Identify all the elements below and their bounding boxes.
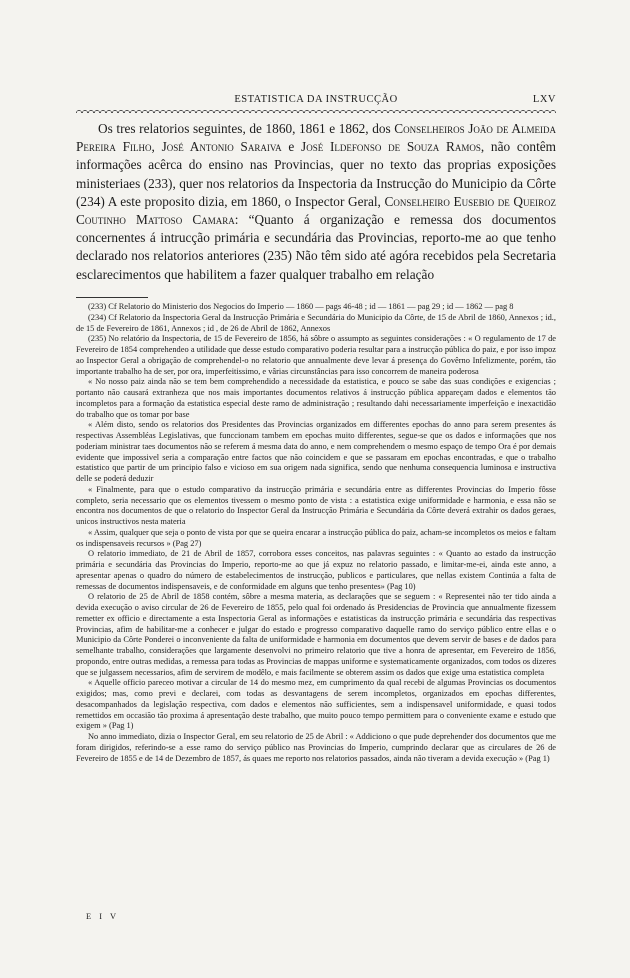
footnote: « No nosso paiz ainda não se tem bem comprehendido a necessidade da estatistica, e pouco se sabe das suas condições e exigencias ; portanto não causará extranheza que nos mais importantes documentos relativos á instrucção pública appareçam dados e elementos tão incompletos para a formação da estatistica especial deste ramo de administração ; resultando dahi necessariamente imperfeição e inexactidão do trabalho que os tomar por base: [76, 377, 556, 419]
running-header: [76, 94, 556, 108]
footnote: (235) No relatório da Inspectoria, de 15 de Fevereiro de 1856, há sôbre o assumpto as seguintes considerações : « O regulamento de 17 de Fevereiro de 1854 comprehendeo a utilidade que desse estudo comparativo poderia resultar para a instrucção pública do paiz, e por isso impoz ao Inspector Geral a obrigação de comprehendel-o no relatorio que annualmente deve levar á presença do Govêrno Infelizmente, porém, tão importante trabalho ha de ser, por ora, imperfeitissimo, e vârias circunstâncias para isso concorrem de maneira poderosa: [76, 334, 556, 376]
body-text: : “Quanto á organização e remessa dos documentos concernentes á intrucção primária e secundária das Provincias, reporto-me ao que tenho declarado nos relatorios anteriores (235) Não têm sido até agóra recebidos pela Secretaria esclarecimentos que habilitem a fazer qualquer trabalho em relação: [76, 212, 556, 282]
body-text: e: [281, 139, 302, 155]
footnote: (234) Cf Relatorio da Inspectoria Geral da Instrucção Primária e Secundária do Municipio da Côrte, de 15 de Abril de 1860, Annexos ; id., de 15 de Fevereiro de 1861, Annexos ; id , de 26 de Abril de 1862, Annexos: [76, 312, 556, 333]
person-name: Conselheiro Eusebio de Queiroz Coutinho Mattoso Camara: [76, 193, 556, 228]
body-text: , não contêm informações acêrca do ensino nas Provincias, quer no texto das proprias exposições ministeriaes (233), quer nos relatorios da Inspectoria da Instrucção do Municipio da Côrte (234) A este proposito dizia, em 1860, o Inspector Geral,: [76, 139, 557, 209]
footnote: O relatorio immediato, de 21 de Abril de 1857, corrobora esses conceitos, nas palavras seguintes : « Quanto ao estado da instrucção primária e secundária das Provincias do Imperio, reporto-me ao que já expuz no relatorio passado, e limitar-me-ei, ainda este anno, a apresentar apenas o quadro do número de estabelecimentos de instrucção, publicos e particulares, que nellas existem Continúa a falta de remessas de documentos indispensaveis, e de conformidade em alguns que tenho presentes» (Pag 10): [76, 549, 556, 591]
footnotes: [76, 302, 556, 764]
page-number: LXV: [532, 94, 556, 105]
footnote: « Finalmente, para que o estudo comparativo da instrucção primária e secundária entre as differentes Provincias do Imperio fôsse completo, seria necessario que os elementos tivessem o mesmo ponto de vista : a estatistica exige uniformidade e harmonia, e essa não se encontra nos documentos de que o relatorio do Inspector Geral da Instrucção Primária e Secundária da Côrte deverá extrahir os dados geraes, unicos instructivos nesta materia: [76, 484, 556, 526]
person-name: José Ildefonso de Souza Ramos: [301, 139, 481, 155]
footnote: No anno immediato, dizia o Inspector Geral, em seu relatorio de 25 de Abril : « Addiciono o que pude deprehender dos documentos que me foram dirigidos, referindo-se a esse ramo do serviço público nas Provincias do Imperio, cumprindo declarar que as circulares de 26 de Fevereiro de 1855 e de 14 de Dezembro de 1857, ás quaes me reporto nos relatorios passados, ainda não tiveram a devida execução » (Pag 1): [76, 732, 556, 763]
body-paragraph: [76, 120, 556, 284]
person-names: Conselheiros João de Almeida Pereira Filho, José Antonio Saraiva: [76, 121, 556, 155]
footnote: « Assim, qualquer que seja o ponto de vista por que se queira encarar a instrucção pública do paiz, acham-se incompletos os meios e faltam os indispensaveis recursos » (Pag 27): [76, 527, 556, 548]
running-title: ESTATISTICA DA INSTRUCÇÃO: [234, 94, 398, 105]
footnote: (233) Cf Relatorio do Ministerio dos Negocios do Imperio — 1860 — pags 46-48 ; id — 1861 — pag 29 ; id — 1862 — pag 8: [88, 302, 514, 311]
footnote: O relatorio de 25 de Abril de 1858 contém, sôbre a mesma materia, as declarações que se seguem : « Representei não ter tido ainda a devida execução o aviso circular de 26 de Fevereiro de 1855, pelo qual foi ordenado ás Presidencias de Provincia que annualmente fizessem remetter ex officio e directamente a esta Inspectoria Geral as informações e estatisticas da instrucção primária e secundária das respectivas Provincias, afim de habilitar-me a conhecer e julgar do estado e progresso comparativo daquelle ramo do serviço público entre ellas e o Municipio da Côrte Ponderei o inconveniente da falta de uniformidade e harmonia em documentos que devem servir de bases e de dados para semelhante trabalho, considerações que largamente desenvolvi no primeiro relatorio que tive a honra de apresentar, em Fevereiro de 1856, propondo, entre outras medidas, a remessa para todas as Provincias de mappas uniforme e systematicamente organizados, com todos os dizeres que se julgassem necessarios, afim de servirem de modêlo, e mais facilmente se obterem assim os dados que exige uma estatistica completa: [76, 592, 556, 677]
body-text: Os tres relatorios seguintes, de 1860, 1861 e 1862, dos: [98, 121, 395, 136]
wavy-rule: [76, 107, 556, 113]
footnote-rule: [76, 297, 148, 298]
footnote: « Aquelle officio pareceo motivar a circular de 14 do mesmo mez, em cumprimento da qual recebi de algumas Provincias os documentos exigidos; mas, como previ e declarei, com todas as desvantagens de serem incompletos, organizados em epochas differentes, desacompanhados da legislação respectiva, com dados e elementos não sufficientes, sem a indispensavel uniformidade, e quasi todos remettidos em occasião tão proxima á apresentação deste trabalho, que muito pouco tempo permittem para o conveniente exame e estudo que exigem » (Pag 1): [76, 678, 556, 731]
printer-signature: E I V: [86, 912, 119, 921]
footnote: « Além disto, sendo os relatorios dos Presidentes das Provincias organizados em differentes epochas do anno para serem presentes ás respectivas Assembléas Legislativas, que funccionam tambem em epochas muito differentes, segue-se que os dados e informações que nos poderiam ministrar taes documentos não se referem á mesma data do anno, e nem comprehendem o mesmo espaço de tempo Ora é por demais evidente que impossivel seria a comparação entre factos que não coincidem e que se passaram em epochas encontradas, e que o trabalho estatistico que partir de um principio falso e vicioso em sua origem nada significa, sendo que nenhuma consequencia luminosa e instructiva delle se poderá deduzir: [76, 420, 556, 483]
